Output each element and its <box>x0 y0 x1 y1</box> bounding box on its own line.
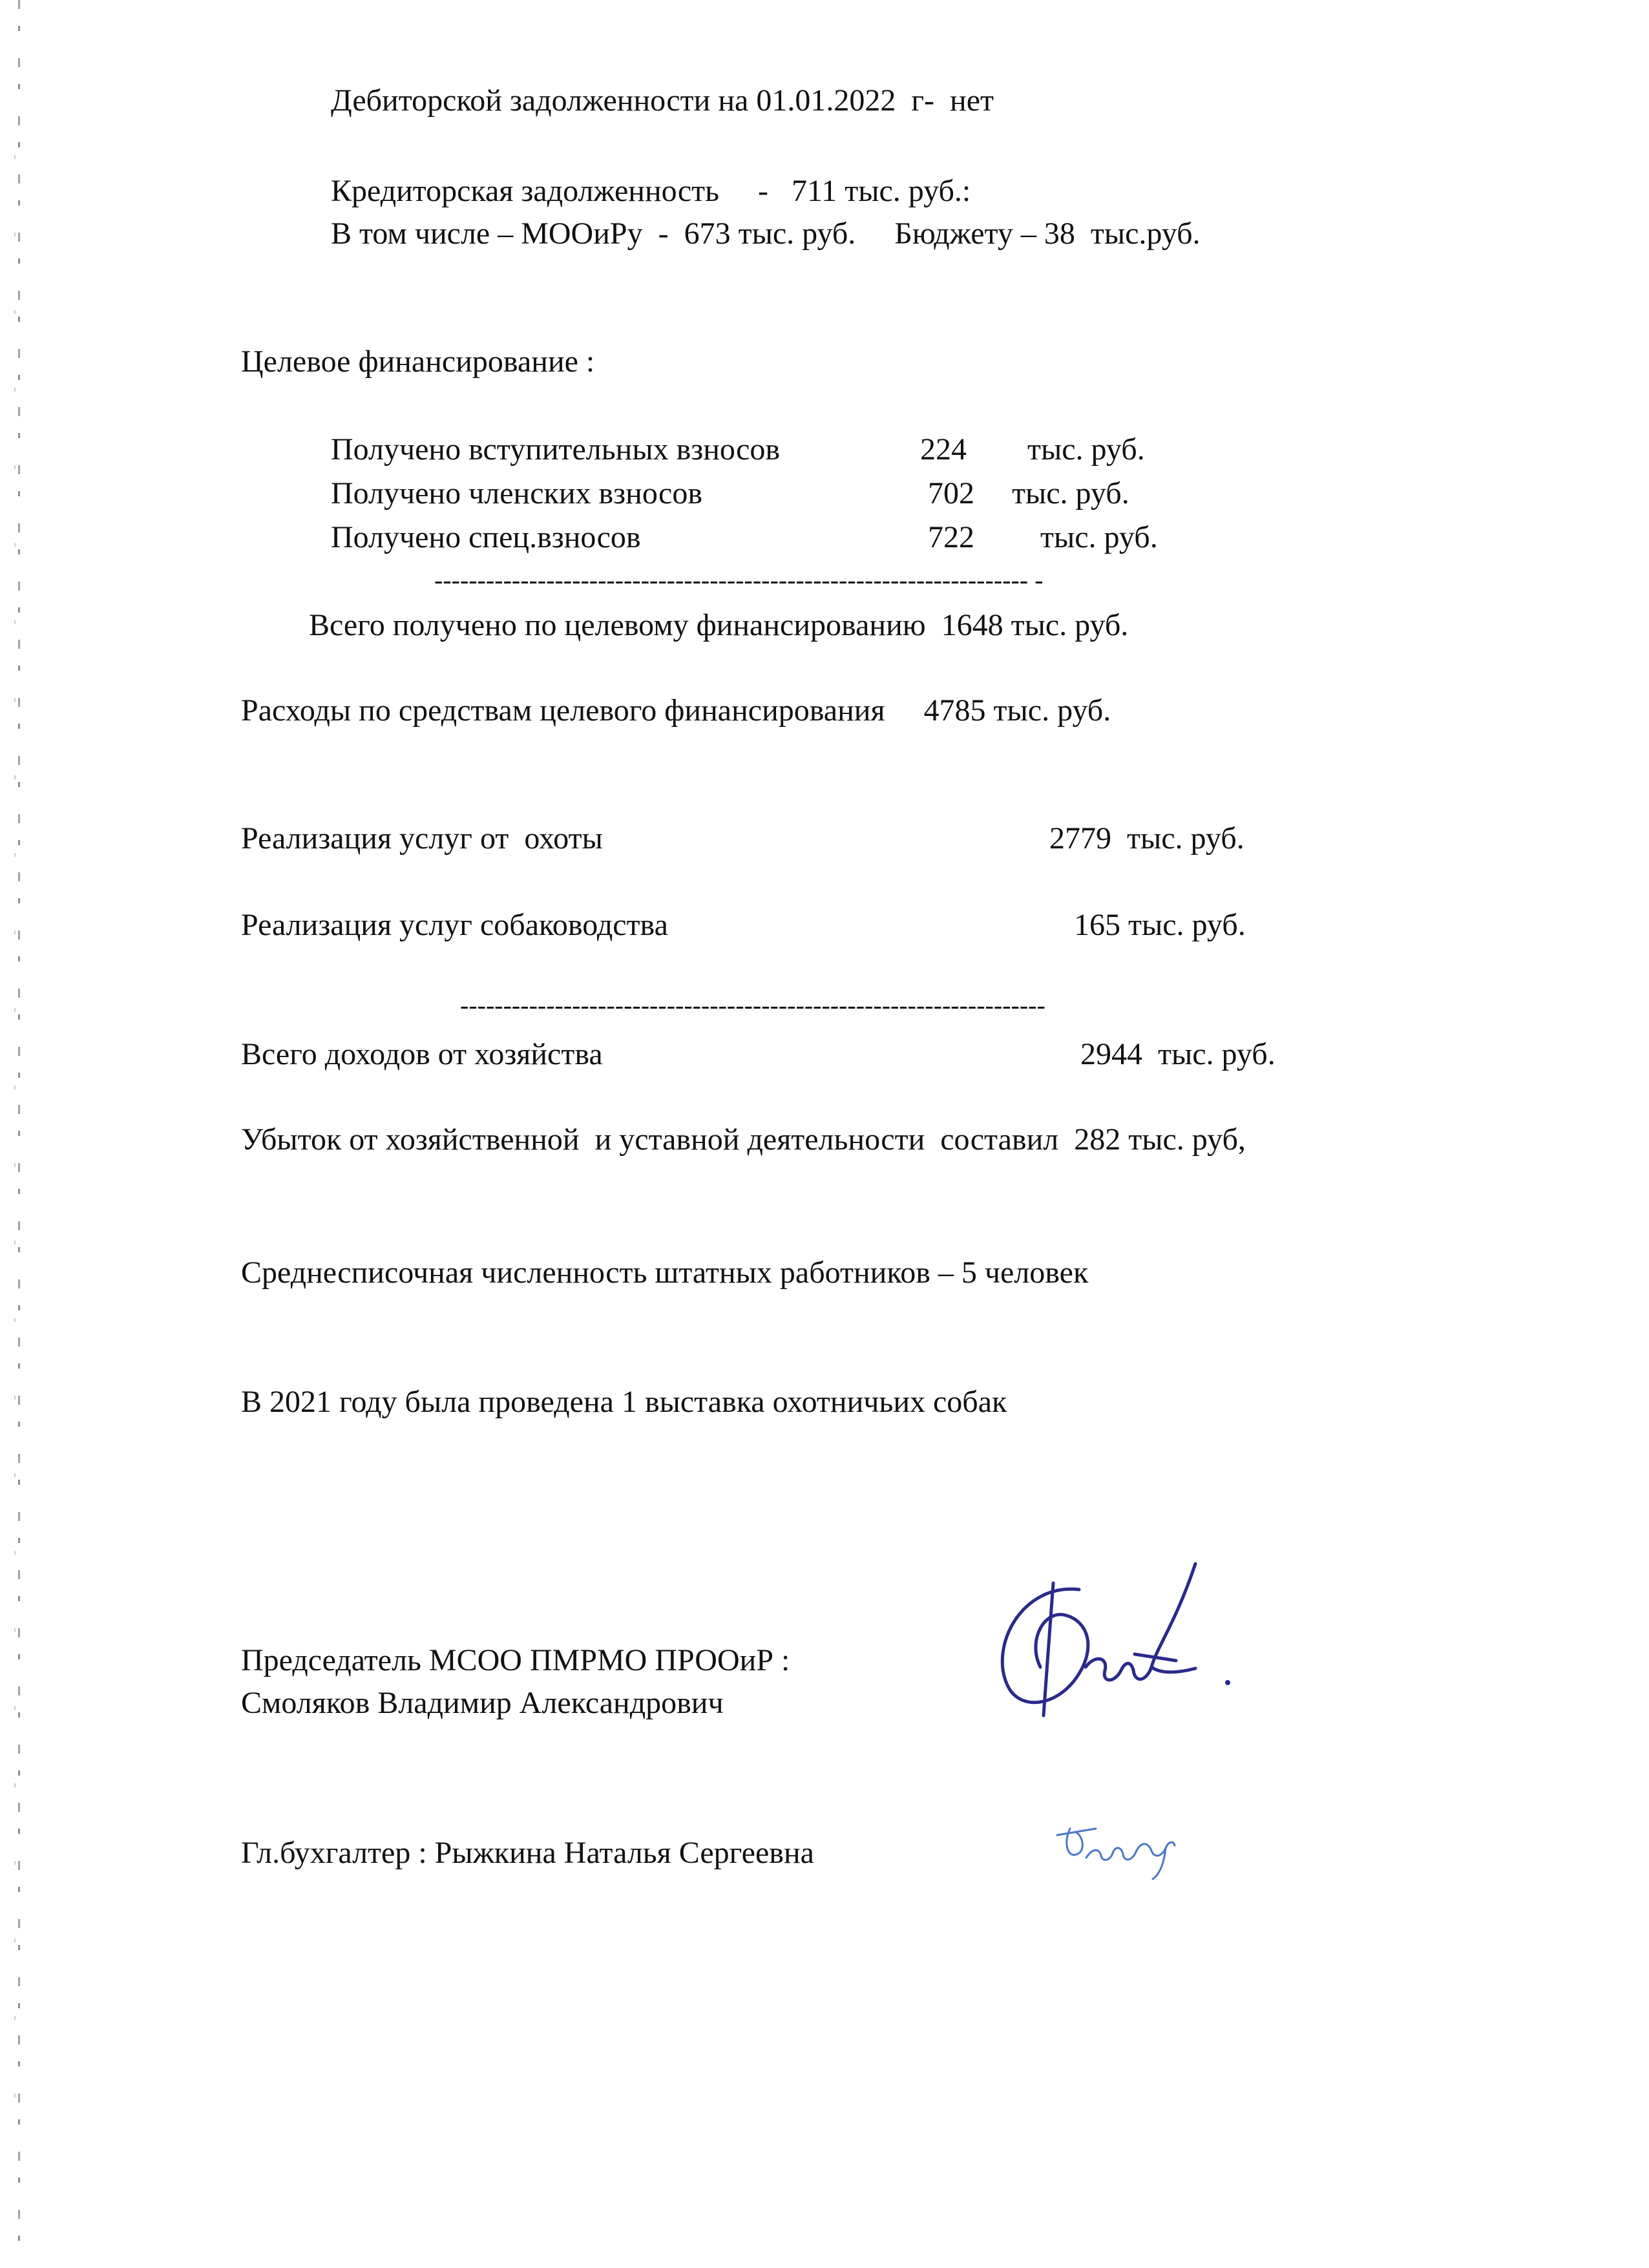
target-expenses-line: Расходы по средствам целевого финансирования 4785 тыс. руб. <box>241 693 1111 728</box>
member-fees-value: 702 <box>928 476 974 510</box>
total-target-funding-line: Всего получено по целевому финансированию 1648 тыс. руб. <box>309 608 1129 642</box>
separator-line-2: -------------------------------------------------------------------- <box>460 992 1045 1018</box>
scan-edge <box>18 0 20 2268</box>
dog-services-label: Реализация услуг собаководства <box>241 908 668 942</box>
entry-fees-value: 224 <box>920 432 967 467</box>
total-income-label: Всего доходов от хозяйства <box>241 1037 603 1071</box>
exhibition-line: В 2021 году была проведена 1 выставка охотничьих собак <box>241 1385 1007 1419</box>
staff-line: Среднесписочная численность штатных работников – 5 человек <box>241 1255 1089 1290</box>
dog-services-value: 165 тыс. руб. <box>1074 908 1246 942</box>
target-funding-heading: Целевое финансирование : <box>241 344 595 379</box>
scan-edge-marks <box>14 155 16 2158</box>
creditor-debt-line: Кредиторская задолженность - 711 тыс. руб.: <box>331 174 971 208</box>
special-fees-label: Получено спец.взносов <box>331 520 641 554</box>
chairman-signature <box>982 1544 1254 1732</box>
special-fees-value: 722 <box>928 520 974 554</box>
separator-line: --------------------------------------------------------------------- - <box>434 567 1044 593</box>
accountant-line: Гл.бухгалтер : Рыжкина Наталья Сергеевна <box>241 1836 814 1870</box>
hunting-services-label: Реализация услуг от охоты <box>241 821 603 856</box>
member-fees-label: Получено членских взносов <box>331 476 702 510</box>
creditor-breakdown-line: В том числе – МООиРу - 673 тыс. руб. Бюджету – 38 тыс.руб. <box>331 216 1201 251</box>
debt-receivable-line: Дебиторской задолженности на 01.01.2022 г- нет <box>331 83 994 118</box>
loss-line: Убыток от хозяйственной и уставной деятельности составил 282 тыс. руб, <box>241 1122 1246 1157</box>
chairman-name: Смоляков Владимир Александрович <box>241 1686 724 1720</box>
chairman-title: Председатель МСОО ПМРМО ПРООиР : <box>241 1643 790 1677</box>
member-fees-unit: тыс. руб. <box>1012 476 1129 510</box>
accountant-signature <box>1051 1803 1193 1880</box>
hunting-services-value: 2779 тыс. руб. <box>1049 821 1245 856</box>
entry-fees-unit: тыс. руб. <box>1027 432 1145 467</box>
total-income-value: 2944 тыс. руб. <box>1080 1037 1276 1071</box>
special-fees-unit: тыс. руб. <box>1040 520 1158 554</box>
entry-fees-label: Получено вступительных взносов <box>331 432 781 467</box>
